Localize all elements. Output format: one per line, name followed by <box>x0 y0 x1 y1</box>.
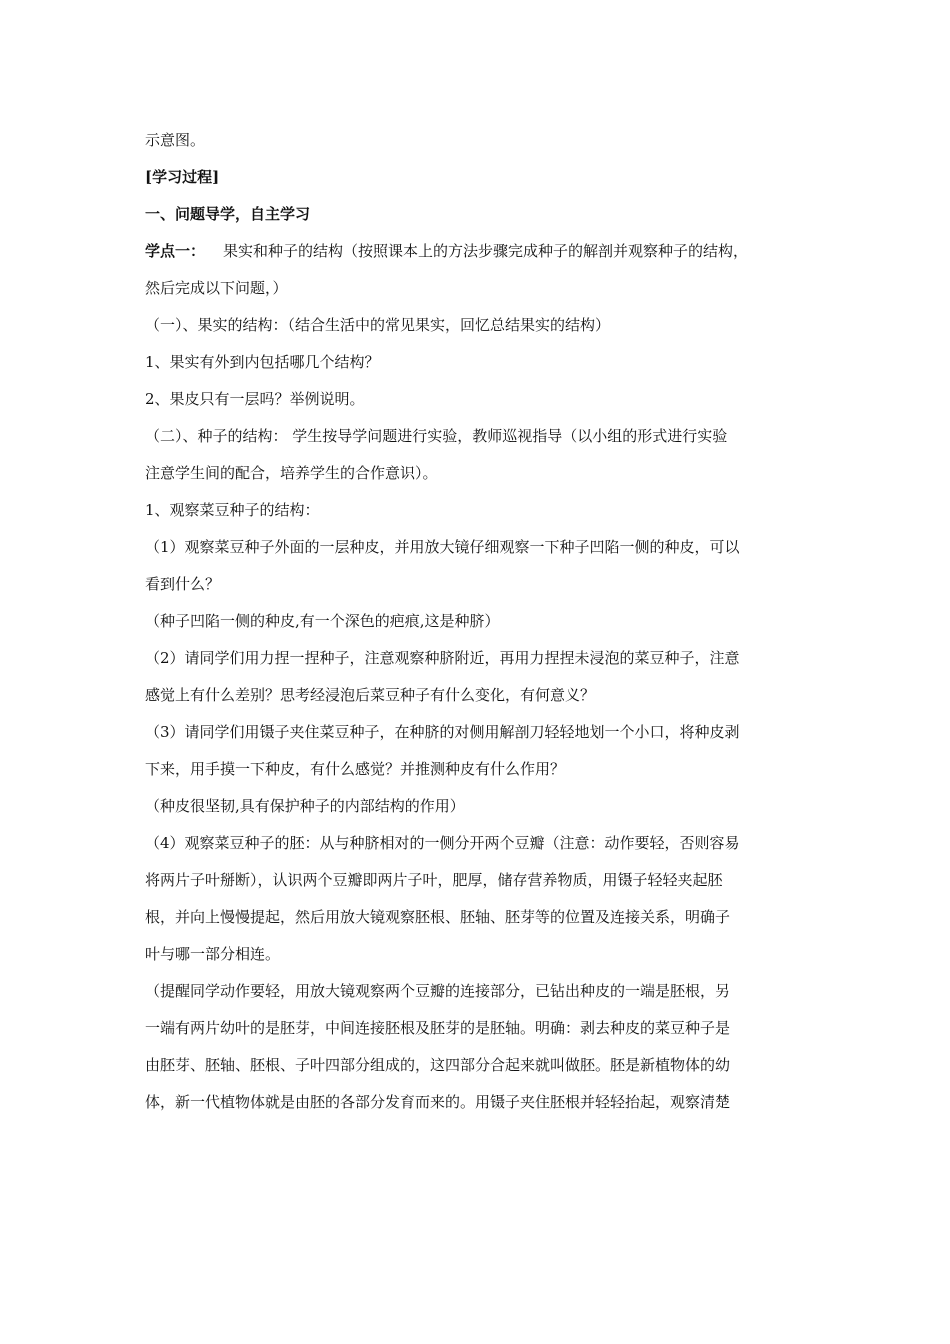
text-line: 2、果皮只有一层吗？举例说明。 <box>145 390 365 408</box>
text-line: （种子凹陷一侧的种皮,有一个深色的疤痕,这是种脐） <box>145 612 500 630</box>
text-line: （3）请同学们用镊子夹住菜豆种子，在种脐的对侧用解剖刀轻轻地划一个小口，将种皮剥 <box>145 723 740 741</box>
text-line: 根，并向上慢慢提起，然后用放大镜观察胚根、胚轴、胚芽等的位置及连接关系，明确子 <box>145 908 731 926</box>
text-line: 1、观察菜豆种子的结构： <box>145 501 320 519</box>
document-body <box>145 122 825 1121</box>
text-line: 一端有两片幼叶的是胚芽，中间连接胚根及胚芽的是胚轴。明确：剥去种皮的菜豆种子是 <box>145 1019 731 1037</box>
text-line: （4）观察菜豆种子的胚：从与种脐相对的一侧分开两个豆瓣（注意：动作要轻，否则容易 <box>145 834 740 852</box>
section-heading: [学习过程] <box>145 168 220 186</box>
subsection-heading: 一、问题导学，自主学习 <box>145 205 311 223</box>
text-line: 叶与哪一部分相连。 <box>145 945 281 963</box>
text-line: （提醒同学动作要轻，用放大镜观察两个豆瓣的连接部分，已钻出种皮的一端是胚根，另 <box>145 982 731 1000</box>
text-line: 感觉上有什么差别？思考经浸泡后菜豆种子有什么变化，有何意义？ <box>145 686 596 704</box>
text-line: 体，新一代植物体就是由胚的各部分发育而来的。用镊子夹住胚根并轻轻抬起，观察清楚 <box>145 1093 731 1111</box>
text-line: （二）、种子的结构： 学生按导学问题进行实验，教师巡视指导（以小组的形式进行实验 <box>145 427 728 445</box>
learning-point-text: 果实和种子的结构（按照课本上的方法步骤完成种子的解剖并观察种子的结构， <box>223 242 749 260</box>
text-line: 1、果实有外到内包括哪几个结构？ <box>145 353 380 371</box>
text-line: 示意图。 <box>145 131 206 149</box>
text-line: 下来，用手摸一下种皮，有什么感觉？并推测种皮有什么作用？ <box>145 760 566 778</box>
text-line: 由胚芽、胚轴、胚根、子叶四部分组成的，这四部分合起来就叫做胚。胚是新植物体的幼 <box>145 1056 731 1074</box>
text-line: 注意学生间的配合，培养学生的合作意识）。 <box>145 464 438 482</box>
learning-point-label: 学点一： <box>145 242 206 260</box>
text-line: （种皮很坚韧,具有保护种子的内部结构的作用） <box>145 797 465 815</box>
text-line: 看到什么？ <box>145 575 221 593</box>
text-line: 然后完成以下问题，） <box>145 279 288 297</box>
text-line: （2）请同学们用力捏一捏种子，注意观察种脐附近，再用力捏捏未浸泡的菜豆种子，注意 <box>145 649 740 667</box>
learning-point-line <box>145 233 825 270</box>
text-line: 将两片子叶掰断），认识两个豆瓣即两片子叶，肥厚，储存营养物质，用镊子轻轻夹起胚 <box>145 871 723 889</box>
text-line: （1）观察菜豆种子外面的一层种皮，并用放大镜仔细观察一下种子凹陷一侧的种皮，可以 <box>145 538 740 556</box>
text-line: （一）、果实的结构：（结合生活中的常见果实，回忆总结果实的结构） <box>145 316 611 334</box>
